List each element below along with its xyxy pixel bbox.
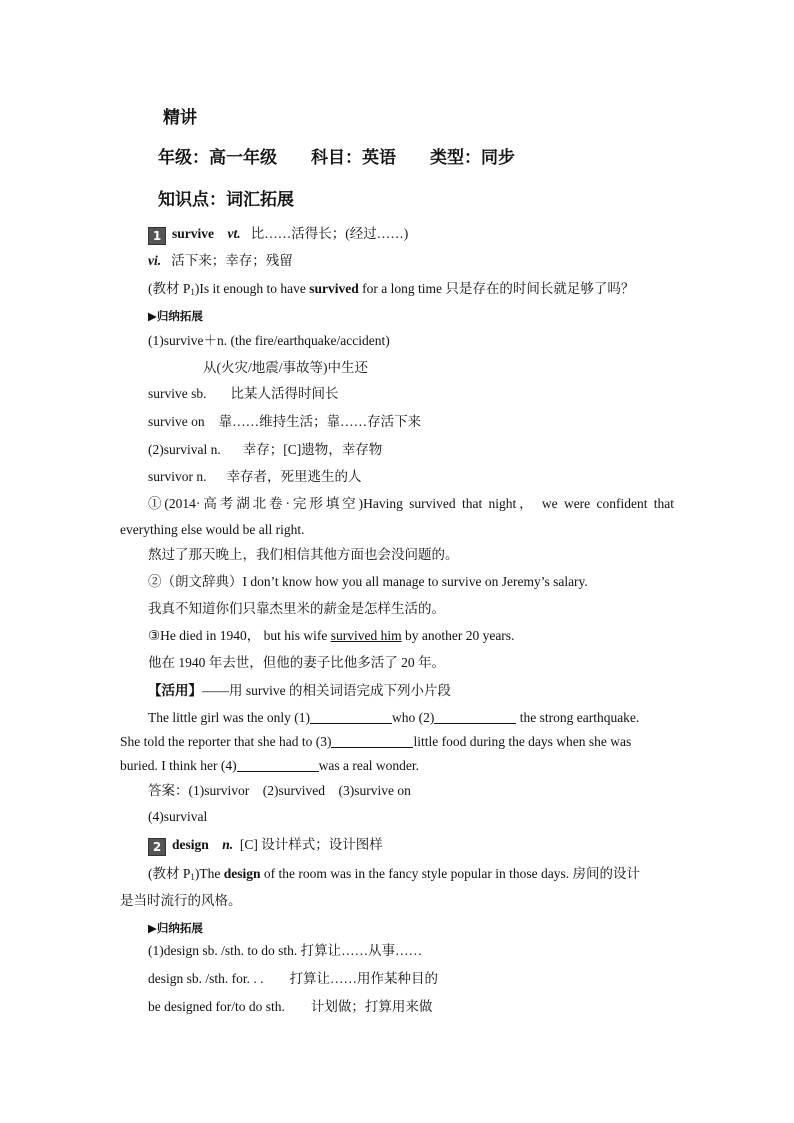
example-translation-2: 我真不知道你们只靠杰里米的薪金是怎样生活的。 [148,601,445,616]
usage-line [148,413,421,431]
example-text: by another 20 years. [401,628,515,643]
textbook-example [148,280,634,301]
page-subscript: 1 [190,287,195,297]
usage-line: (1)design sb. /sth. to do sth. 打算让……从事…… [148,943,423,958]
example-text: for a long time 只是存在的时间长就足够了吗？ [358,281,635,296]
fill-blank-2[interactable] [434,710,516,724]
usage-phrase: survivor n. [148,469,207,484]
usage-phrase: survive sb. [148,386,207,401]
paragraph-text: The little girl was the only (1) [148,710,310,725]
entry-number-badge: 1 [148,227,166,245]
example-text: )The [194,866,224,881]
example-translation-1: 熬过了那天晚上，我们相信其他方面也会没问题的。 [148,547,459,562]
example-text: )Is it enough to have [194,281,310,296]
usage-phrase: (2)survival n. [148,442,221,457]
usage-meaning: 计划做；打算用来做 [310,999,433,1014]
usage-line [148,970,438,988]
textbook-example [148,865,640,886]
page-title: 精讲 [163,108,197,128]
usage-line [148,385,339,403]
entry-number-badge: 2 [148,838,166,856]
paragraph-text: buried. I think her (4) [120,758,237,773]
example-translation-3: 他在 1940 年去世，但他的妻子比他多活了 20 年。 [148,655,445,670]
entry-survive-header [148,225,408,245]
usage-phrase: survive on [148,414,205,429]
page-subscript: 1 [190,872,195,882]
fill-blank-3[interactable] [331,734,413,748]
usage-line: (1)survive＋n. (the fire/earthquake/accident) [148,333,390,348]
entry-design-header [148,836,383,856]
example-text: of the room was in the fancy style popular in those days. 房间的设计 [260,866,640,881]
example-sentence-1: ①(2014·高考湖北卷·完形填空)Having survived that night， we were confident that [148,496,674,511]
example-underlined: survived him [330,628,402,643]
definition: [C] 设计样式；设计图样 [239,837,383,852]
part-of-speech: vi. [148,253,162,268]
usage-line [148,468,362,486]
usage-phrase: design sb. /sth. for. . . [148,971,264,986]
answer-line: 答案：(1)survivor (2)survived (3)survive on [148,783,411,798]
usage-line [148,441,382,459]
headword: design [172,837,209,852]
usage-meaning: 幸存者，死里逃生的人 [226,469,362,484]
practice-instruction [148,682,451,700]
textbook-example-cont: 是当时流行的风格。 [120,893,242,908]
entry-survive-vi [148,252,293,270]
practice-label: 【活用】 [148,683,202,698]
usage-meaning: 比某人活得时间长 [230,386,339,401]
example-keyword: survived [309,281,359,296]
paragraph-text: who (2) [391,710,435,725]
usage-meaning: 从(火灾/地震/事故等)中生还 [203,360,368,375]
definition: 活下来；幸存；残留 [171,253,293,268]
practice-paragraph-line [148,709,639,727]
grade-subject-type: 年级：高一年级 科目：英语 类型：同步 [158,148,515,168]
paragraph-text: She told the reporter that she had to (3) [120,734,332,749]
usage-meaning: 打算让……用作某种目的 [289,971,439,986]
usage-meaning: 幸存；[C]遗物，幸存物 [242,442,383,457]
example-source: (教材 P [148,866,191,881]
example-sentence-1-cont: everything else would be all right. [120,522,305,537]
example-sentence-3 [148,627,514,645]
practice-text: ——用 survive 的相关词语完成下列小片段 [202,683,451,698]
summary-label: ▶归纳拓展 [148,923,203,935]
paragraph-text: the strong earthquake. [516,710,640,725]
part-of-speech: vt. [227,226,241,241]
definition: 比……活得长；(经过……) [250,226,409,241]
usage-phrase: be designed for/to do sth. [148,999,285,1014]
summary-label: ▶归纳拓展 [148,311,203,323]
fill-blank-4[interactable] [237,758,319,772]
headword: survive [172,226,214,241]
example-sentence-2: ②（朗文辞典）I don’t know how you all manage to survive on Jeremy’s salary. [148,574,588,589]
example-source: (教材 P [148,281,191,296]
practice-paragraph-line [120,733,631,751]
example-keyword: design [223,866,261,881]
paragraph-text: was a real wonder. [318,758,420,773]
answer-line-cont: (4)survival [148,809,208,824]
usage-meaning: 靠……维持生活；靠……存活下来 [218,414,422,429]
topic-heading: 知识点：词汇拓展 [158,190,294,210]
paragraph-text: little food during the days when she was [413,734,632,749]
fill-blank-1[interactable] [310,710,392,724]
example-text: ③He died in 1940， but his wife [148,628,331,643]
usage-line [148,998,432,1016]
practice-paragraph-line [120,757,419,775]
part-of-speech: n. [222,837,234,852]
